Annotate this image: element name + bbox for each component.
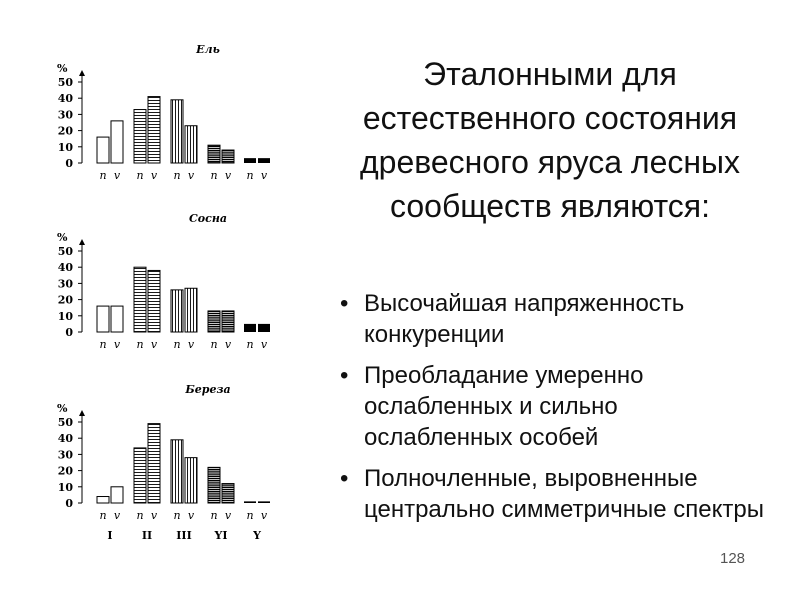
bullet-item xyxy=(340,463,770,525)
bar-group-5-v xyxy=(258,158,270,163)
bar-group-4-v xyxy=(222,484,234,503)
group-label: I xyxy=(107,529,113,542)
bar-group-2-v xyxy=(148,270,160,332)
group-label: Y xyxy=(253,529,261,542)
y-tick-label: 50 xyxy=(57,76,73,89)
bar-group-3-n xyxy=(171,440,183,503)
bar-group-2-v xyxy=(148,97,160,163)
slide-title: Эталонными для естественного состояния древесного яруса лесных сообществ являются: xyxy=(359,56,741,224)
bar-group-1-n xyxy=(97,137,109,163)
bar-group-2-n xyxy=(134,267,146,332)
bar-label: v xyxy=(224,338,232,351)
chart-title: Сосна xyxy=(189,212,227,225)
bar-label: n xyxy=(99,338,107,351)
bullet-text: Преобладание умеренно ослабленных и сильно ослабленных особей xyxy=(364,362,644,451)
y-axis-label: % xyxy=(57,402,68,415)
bar-group-4-v xyxy=(222,311,234,332)
bar-label: v xyxy=(150,509,158,522)
y-tick-label: 0 xyxy=(65,497,73,510)
bullet-list xyxy=(340,288,770,535)
bar-label: n xyxy=(99,509,107,522)
bar-label: v xyxy=(224,509,232,522)
y-tick-label: 0 xyxy=(65,326,73,339)
bar-label: n xyxy=(246,509,254,522)
bar-label: v xyxy=(187,169,195,182)
bar-group-2-n xyxy=(134,110,146,163)
bar-label: n xyxy=(210,169,218,182)
page-number: 128 xyxy=(720,550,746,567)
bar-group-4-v xyxy=(222,150,234,163)
y-tick-label: 50 xyxy=(57,416,73,429)
bullet-item xyxy=(340,360,770,453)
y-tick-label: 50 xyxy=(57,245,73,258)
bar-group-3-n xyxy=(171,290,183,332)
y-tick-label: 40 xyxy=(57,432,73,446)
bar-group-5-n xyxy=(244,501,256,503)
bullet-marker: • xyxy=(340,290,349,317)
y-tick-label: 20 xyxy=(57,124,73,138)
bar-label: n xyxy=(136,509,144,522)
y-axis-label: % xyxy=(57,231,68,244)
species-bar-charts xyxy=(0,0,320,600)
bar-label: n xyxy=(173,509,181,522)
bullet-item xyxy=(340,288,770,350)
bar-label: v xyxy=(260,338,268,351)
bar-group-5-n xyxy=(244,324,256,332)
y-axis-arrow xyxy=(79,239,85,245)
chart-title: Ель xyxy=(196,43,220,56)
bar-group-4-n xyxy=(208,311,220,332)
y-tick-label: 30 xyxy=(57,448,73,462)
bar-label: v xyxy=(150,169,158,182)
bar-label: n xyxy=(210,509,218,522)
group-label: II xyxy=(141,529,153,542)
bar-label: v xyxy=(224,169,232,182)
bar-label: n xyxy=(173,338,181,351)
bar-group-1-v xyxy=(111,306,123,332)
bar-group-4-n xyxy=(208,145,220,163)
y-tick-label: 10 xyxy=(57,309,73,323)
bar-label: n xyxy=(210,338,218,351)
bar-label: v xyxy=(187,338,195,351)
bar-group-1-n xyxy=(97,497,109,503)
bar-group-2-n xyxy=(134,448,146,503)
bar-label: v xyxy=(150,338,158,351)
bar-group-3-n xyxy=(171,100,183,163)
y-tick-label: 40 xyxy=(57,92,73,106)
y-tick-label: 40 xyxy=(57,261,73,275)
y-tick-label: 10 xyxy=(57,480,73,494)
bar-group-2-v xyxy=(148,424,160,503)
bar-group-1-n xyxy=(97,306,109,332)
group-label: YI xyxy=(214,529,228,542)
bar-label: n xyxy=(246,169,254,182)
bar-group-3-v xyxy=(185,288,197,332)
bar-group-5-v xyxy=(258,324,270,332)
bullet-marker: • xyxy=(340,362,349,389)
y-tick-label: 10 xyxy=(57,140,73,154)
y-axis-arrow xyxy=(79,410,85,416)
group-label: III xyxy=(176,529,192,542)
y-tick-label: 30 xyxy=(57,108,73,122)
bar-label: n xyxy=(136,338,144,351)
bar-group-3-v xyxy=(185,458,197,503)
y-tick-label: 0 xyxy=(65,157,73,170)
y-tick-label: 30 xyxy=(57,277,73,291)
bar-group-4-n xyxy=(208,467,220,503)
charts-panel xyxy=(0,0,320,600)
bar-group-1-v xyxy=(111,487,123,503)
bar-group-5-n xyxy=(244,158,256,163)
bar-group-1-v xyxy=(111,121,123,163)
y-axis-arrow xyxy=(79,70,85,76)
bar-label: v xyxy=(260,169,268,182)
bar-label: n xyxy=(136,169,144,182)
bar-label: v xyxy=(260,509,268,522)
bar-label: n xyxy=(99,169,107,182)
bullet-marker: • xyxy=(340,465,349,492)
bar-label: n xyxy=(173,169,181,182)
y-axis-label: % xyxy=(57,62,68,75)
bullet-text: Полночленные, выровненные центрально симметричные спектры xyxy=(364,465,764,523)
bar-group-3-v xyxy=(185,126,197,163)
bar-label: v xyxy=(113,509,121,522)
bar-label: v xyxy=(113,169,121,182)
bar-label: v xyxy=(113,338,121,351)
bullet-text: Высочайшая напряженность конкуренции xyxy=(364,290,685,348)
chart-title: Береза xyxy=(185,383,231,396)
y-tick-label: 20 xyxy=(57,464,73,478)
y-tick-label: 20 xyxy=(57,293,73,307)
bar-group-5-v xyxy=(258,501,270,503)
bar-label: v xyxy=(187,509,195,522)
bar-label: n xyxy=(246,338,254,351)
